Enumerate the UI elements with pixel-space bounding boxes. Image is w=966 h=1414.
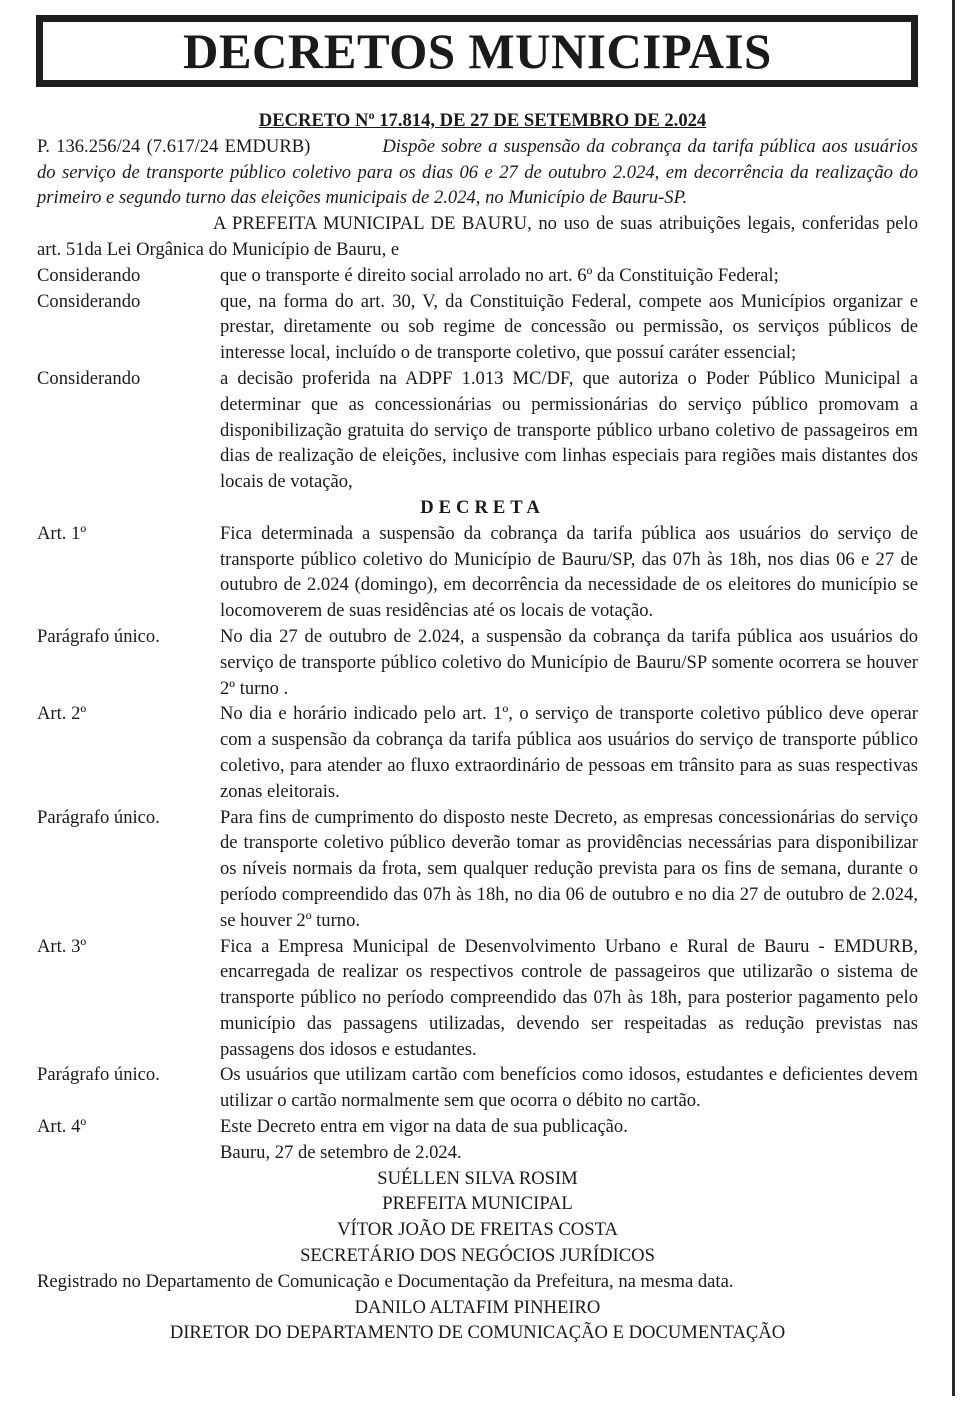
signature-mayor (37, 1166, 918, 1218)
article-text: Fica determinada a suspensão da cobrança da tarifa pública aos usuários do serviço de transporte público coletivo do Município de Bauru/SP, das 07h às 18h, nos dias 06 e 27 de outubro de 2.024 (domingo), em decorrência da necessidade de os eleitores do município se locomoverem de suas residências até os locais de votação. (220, 522, 918, 622)
signatory-role: SECRETÁRIO DOS NEGÓCIOS JURÍDICOS (300, 1245, 655, 1267)
decree-summary: Dispõe sobre a suspensão da cobrança da tarifa pública aos usuários do serviço de transporte público coletivo para os dias 06 e 27 de outubro 2.024, em decorrência da realização do primeiro e segundo turno das eleições municipais de 2.024, no Município de Bauru-SP. (37, 135, 919, 209)
article-text: Para fins de cumprimento do disposto neste Decreto, as empresas concessionárias do serviço de transporte coletivo público deverão tomar as providências necessárias para disponibilizar os níveis normais da frota, sem qualquer redução prevista para os fins de semana, durante o período compreendido das 07h às 18h, no dia 06 de outubro e no dia 27 de outubro de 2.024, se houver 2º turno. (220, 806, 918, 931)
consideration-text: que, na forma do art. 30, V, da Constituição Federal, compete aos Municípios organizar e prestar, diretamente ou sob regime de concessão ou permissão, os serviços públicos de interesse local, incluído o de transporte coletivo, que possuí caráter essencial; (220, 290, 918, 364)
article-label: Art. 1º (37, 522, 87, 544)
registration-note: Registrado no Departamento de Comunicação e Documentação da Prefeitura, na mesma data. (37, 1270, 734, 1292)
article-item (37, 521, 918, 624)
consideration-text: que o transporte é direito social arrolado no art. 6º da Constituição Federal; (220, 264, 779, 286)
signatory-name: DANILO ALTAFIM PINHEIRO (354, 1296, 601, 1318)
place-date: Bauru, 27 de setembro de 2.024. (220, 1141, 462, 1163)
page-right-rule (952, 0, 955, 1396)
signature-secretary (37, 1217, 918, 1269)
consideration-label: Considerando (37, 264, 141, 286)
consideration-item (37, 263, 918, 289)
process-number: P. 136.256/24 (7.617/24 EMDURB) (37, 135, 311, 157)
signatory-role: PREFEITA MUNICIPAL (382, 1193, 573, 1215)
article-text: No dia e horário indicado pelo art. 1º, o serviço de transporte coletivo público deve operar com a suspensão da cobrança da tarifa pública aos usuários do serviço de transporte público coletivo, para atender ao fluxo extraordinário de pessoas em trânsito para as suas respectivas zonas eleitorais. (220, 703, 918, 802)
article-label: Art. 2º (37, 703, 87, 725)
article-text: Fica a Empresa Municipal de Desenvolvimento Urbano e Rural de Bauru - EMDURB, encarregada de realizar os respectivos controle de passageiros que utilizarão o sistema de transporte público no período compreendido das 07h às 18h, para posterior pagamento pelo município das passagens utilizadas, devendo ser respeitadas as redução previstas nas passagens dos idosos e estudantes. (220, 935, 918, 1060)
consideration-label: Considerando (37, 290, 141, 312)
decree-title: DECRETO Nº 17.814, DE 27 DE SETEMBRO DE 2.024 (258, 110, 707, 131)
article-label: Art. 3º (37, 935, 87, 957)
article-text: Os usuários que utilizam cartão com benefícios como idosos, estudantes e deficientes devem utilizar o cartão normalmente sem que ocorra o débito no cartão. (220, 1064, 918, 1112)
consideration-item (37, 289, 918, 366)
article-item (37, 624, 918, 701)
article-item (37, 934, 918, 1063)
article-text: Este Decreto entra em vigor na data de sua publicação. (220, 1116, 628, 1138)
article-item (37, 701, 918, 804)
article-label: Parágrafo único. (37, 1064, 160, 1086)
section-header-box (36, 15, 918, 87)
article-item (37, 1114, 918, 1140)
article-item (37, 1062, 918, 1114)
signatory-name: VÍTOR JOÃO DE FREITAS COSTA (337, 1219, 618, 1241)
consideration-label: Considerando (37, 367, 141, 389)
preamble: A PREFEITA MUNICIPAL DE BAURU, no uso de suas atribuições legais, conferidas pelo art. 51da Lei Orgânica do Município de Bauru, e (37, 213, 918, 260)
decree-document (37, 108, 918, 1346)
consideration-text: a decisão proferida na ADPF 1.013 MC/DF, que autoriza o Poder Público Municipal a determinar que as concessionárias ou permissionárias do serviço público promovam a disponibilização gratuita do serviço de transporte público urbano coletivo de passageiros em dias de realização de eleições, inclusive com linhas especiais para regiões mais distantes dos locais de votação, (220, 367, 918, 493)
article-item (37, 805, 918, 934)
consideration-item (37, 366, 918, 495)
decreta-heading: DECRETA (420, 496, 545, 518)
article-label: Parágrafo único. (37, 625, 160, 647)
signatory-name: SUÉLLEN SILVA ROSIM (377, 1167, 578, 1189)
decree-header-paragraph (37, 134, 918, 211)
signatory-role: DIRETOR DO DEPARTAMENTO DE COMUNICAÇÃO E DOCUMENTAÇÃO (169, 1322, 786, 1344)
article-label: Art. 4º (37, 1116, 87, 1138)
article-label: Parágrafo único. (37, 806, 160, 828)
section-title: DECRETOS MUNICIPAIS (182, 23, 772, 79)
signature-registrar (37, 1295, 918, 1347)
article-text: No dia 27 de outubro de 2.024, a suspensão da cobrança da tarifa pública aos usuários do serviço de transporte público coletivo do Município de Bauru/SP somente ocorrera se houver 2º turno . (220, 625, 918, 699)
